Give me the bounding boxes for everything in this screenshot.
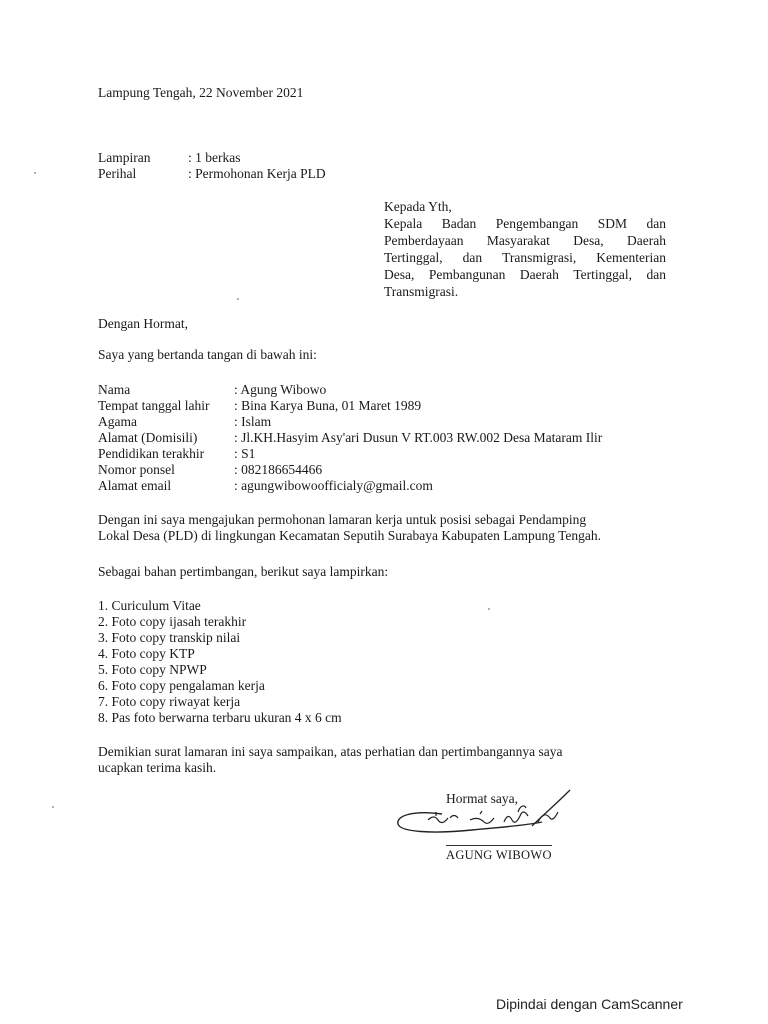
lampiran-row	[98, 150, 240, 166]
identity-row-email	[98, 478, 433, 494]
recipient-line-1: Kepala Badan Pengembangan SDM dan	[384, 216, 666, 231]
camscanner-footer: Dipindai dengan CamScanner	[496, 996, 683, 1012]
identity-label: Alamat email	[98, 478, 172, 493]
perihal-label: Perihal	[98, 166, 137, 181]
identity-value: : S1	[234, 446, 256, 461]
signature-image	[392, 786, 582, 846]
identity-row-ttl	[98, 398, 421, 414]
closing-paragraph	[98, 744, 668, 776]
attachment-item: 8. Pas foto berwarna terbaru ukuran 4 x 6 cm	[98, 710, 342, 725]
identity-row-pendidikan	[98, 446, 255, 462]
scan-speck	[52, 806, 54, 808]
identity-label: Tempat tanggal lahir	[98, 398, 210, 413]
intro-text: Saya yang bertanda tangan di bawah ini:	[98, 347, 317, 362]
body-paragraph	[98, 512, 668, 544]
identity-label: Pendidikan terakhir	[98, 446, 205, 461]
scan-speck	[237, 298, 239, 300]
identity-value: : Islam	[234, 414, 272, 429]
lampiran-label: Lampiran	[98, 150, 151, 165]
identity-value: : 082186654466	[234, 462, 323, 477]
signoff: Hormat saya,	[446, 791, 518, 806]
identity-label: Agama	[98, 414, 137, 429]
recipient-greeting: Kepada Yth,	[384, 199, 452, 214]
attachments-intro: Sebagai bahan pertimbangan, berikut saya lampirkan:	[98, 564, 389, 579]
perihal-value: : Permohonan Kerja PLD	[188, 166, 326, 181]
salutation: Dengan Hormat,	[98, 316, 188, 331]
recipient-line-4: Desa, Pembangunan Daerah Tertinggal, dan	[384, 267, 666, 282]
lampiran-value: : 1 berkas	[188, 150, 241, 165]
scan-speck	[34, 172, 36, 174]
attachment-item: 7. Foto copy riwayat kerja	[98, 694, 241, 709]
body-line: Dengan ini saya mengajukan permohonan lamaran kerja untuk posisi sebagai Pendamping	[98, 512, 587, 527]
identity-label: Nomor ponsel	[98, 462, 175, 477]
identity-value: : agungwibowoofficialy@gmail.com	[234, 478, 433, 493]
scan-speck	[488, 608, 490, 610]
perihal-row	[98, 166, 326, 182]
identity-value: : Jl.KH.Hasyim Asy'ari Dusun V RT.003 RW.002 Desa Mataram Ilir	[234, 430, 603, 445]
signer-name: AGUNG WIBOWO	[446, 845, 552, 863]
identity-label: Alamat (Domisili)	[98, 430, 198, 445]
recipient-line-3: Tertinggal, dan Transmigrasi, Kementerian	[384, 250, 666, 265]
attachment-item: 3. Foto copy transkip nilai	[98, 630, 241, 645]
body-line: Lokal Desa (PLD) di lingkungan Kecamatan Seputih Surabaya Kabupaten Lampung Tengah.	[98, 528, 602, 543]
identity-value: : Bina Karya Buna, 01 Maret 1989	[234, 398, 422, 413]
closing-line: Demikian surat lamaran ini saya sampaikan, atas perhatian dan pertimbangannya saya	[98, 744, 563, 759]
recipient-block	[384, 198, 666, 300]
identity-label: Nama	[98, 382, 131, 397]
identity-row-nama	[98, 382, 326, 398]
closing-line: ucapkan terima kasih.	[98, 760, 217, 775]
attachment-item: 2. Foto copy ijasah terakhir	[98, 614, 247, 629]
attachment-item: 6. Foto copy pengalaman kerja	[98, 678, 265, 693]
identity-row-agama	[98, 414, 271, 430]
identity-row-ponsel	[98, 462, 322, 478]
attachment-item: 5. Foto copy NPWP	[98, 662, 207, 677]
attachment-item: 1. Curiculum Vitae	[98, 598, 201, 613]
letter-date: Lampung Tengah, 22 November 2021	[98, 85, 304, 100]
identity-value: : Agung Wibowo	[234, 382, 327, 397]
identity-row-alamat	[98, 430, 602, 446]
recipient-line-2: Pemberdayaan Masyarakat Desa, Daerah	[384, 233, 666, 248]
attachment-item: 4. Foto copy KTP	[98, 646, 195, 661]
recipient-line-5: Transmigrasi.	[384, 284, 459, 299]
